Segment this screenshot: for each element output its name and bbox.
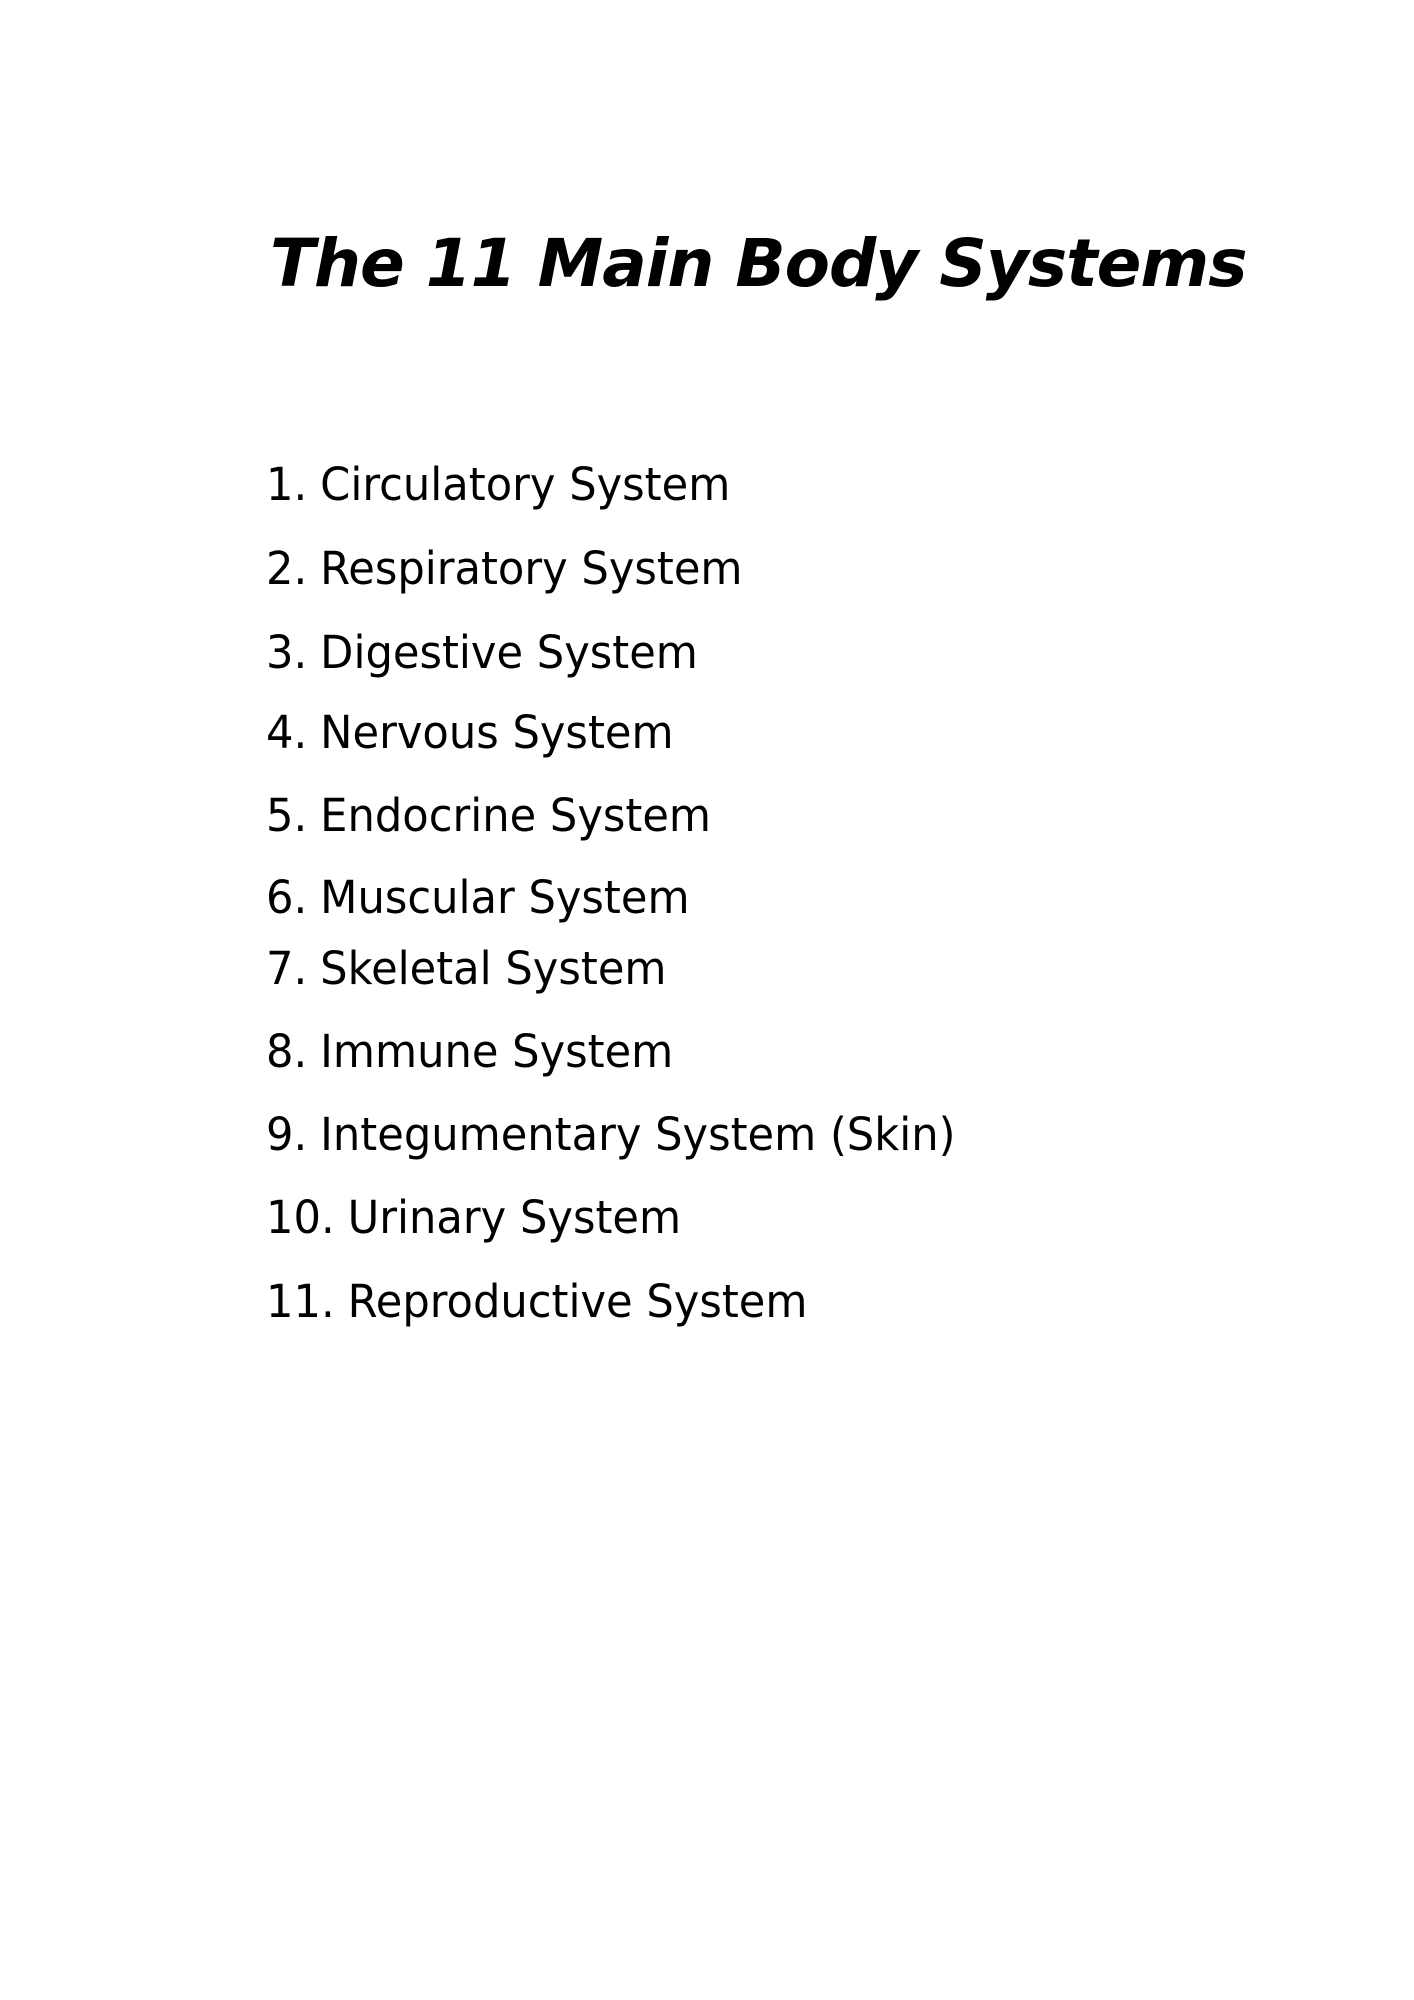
list-item-number: 1. xyxy=(266,458,308,511)
list-item-number: 7. xyxy=(266,942,308,995)
list-item-number: 8. xyxy=(266,1025,308,1078)
list-item-number: 11. xyxy=(266,1275,335,1328)
list-item-label: Nervous System xyxy=(320,706,674,759)
list-item-digestive xyxy=(266,628,698,678)
list-item-number: 6. xyxy=(266,871,308,924)
list-item-skeletal xyxy=(266,944,666,994)
list-item-label: Circulatory System xyxy=(320,458,731,511)
list-item-number: 3. xyxy=(266,626,308,679)
list-item-label: Reproductive System xyxy=(347,1275,808,1328)
list-item-label: Muscular System xyxy=(320,871,690,924)
list-item-muscular xyxy=(266,873,690,923)
list-item-label: Digestive System xyxy=(320,626,698,679)
list-item-label: Urinary System xyxy=(347,1191,682,1244)
list-item-label: Respiratory System xyxy=(320,542,743,595)
list-item-number: 4. xyxy=(266,706,308,759)
list-item-label: Immune System xyxy=(320,1025,674,1078)
list-item-label: Skeletal System xyxy=(320,942,667,995)
list-item-integumentary xyxy=(266,1110,955,1160)
list-item-number: 2. xyxy=(266,542,308,595)
list-item-label: Endocrine System xyxy=(320,789,712,842)
list-item-urinary xyxy=(266,1193,681,1243)
list-item-number: 10. xyxy=(266,1191,335,1244)
list-item-immune xyxy=(266,1027,673,1077)
page-title: The 11 Main Body Systems xyxy=(270,225,1247,302)
list-item-reproductive xyxy=(266,1277,807,1327)
list-item-label: Integumentary System (Skin) xyxy=(320,1108,956,1161)
list-item-respiratory xyxy=(266,544,743,594)
list-item-nervous xyxy=(266,708,674,758)
list-item-number: 5. xyxy=(266,789,308,842)
list-item-endocrine xyxy=(266,791,711,841)
list-item-circulatory xyxy=(266,460,730,510)
list-item-number: 9. xyxy=(266,1108,308,1161)
